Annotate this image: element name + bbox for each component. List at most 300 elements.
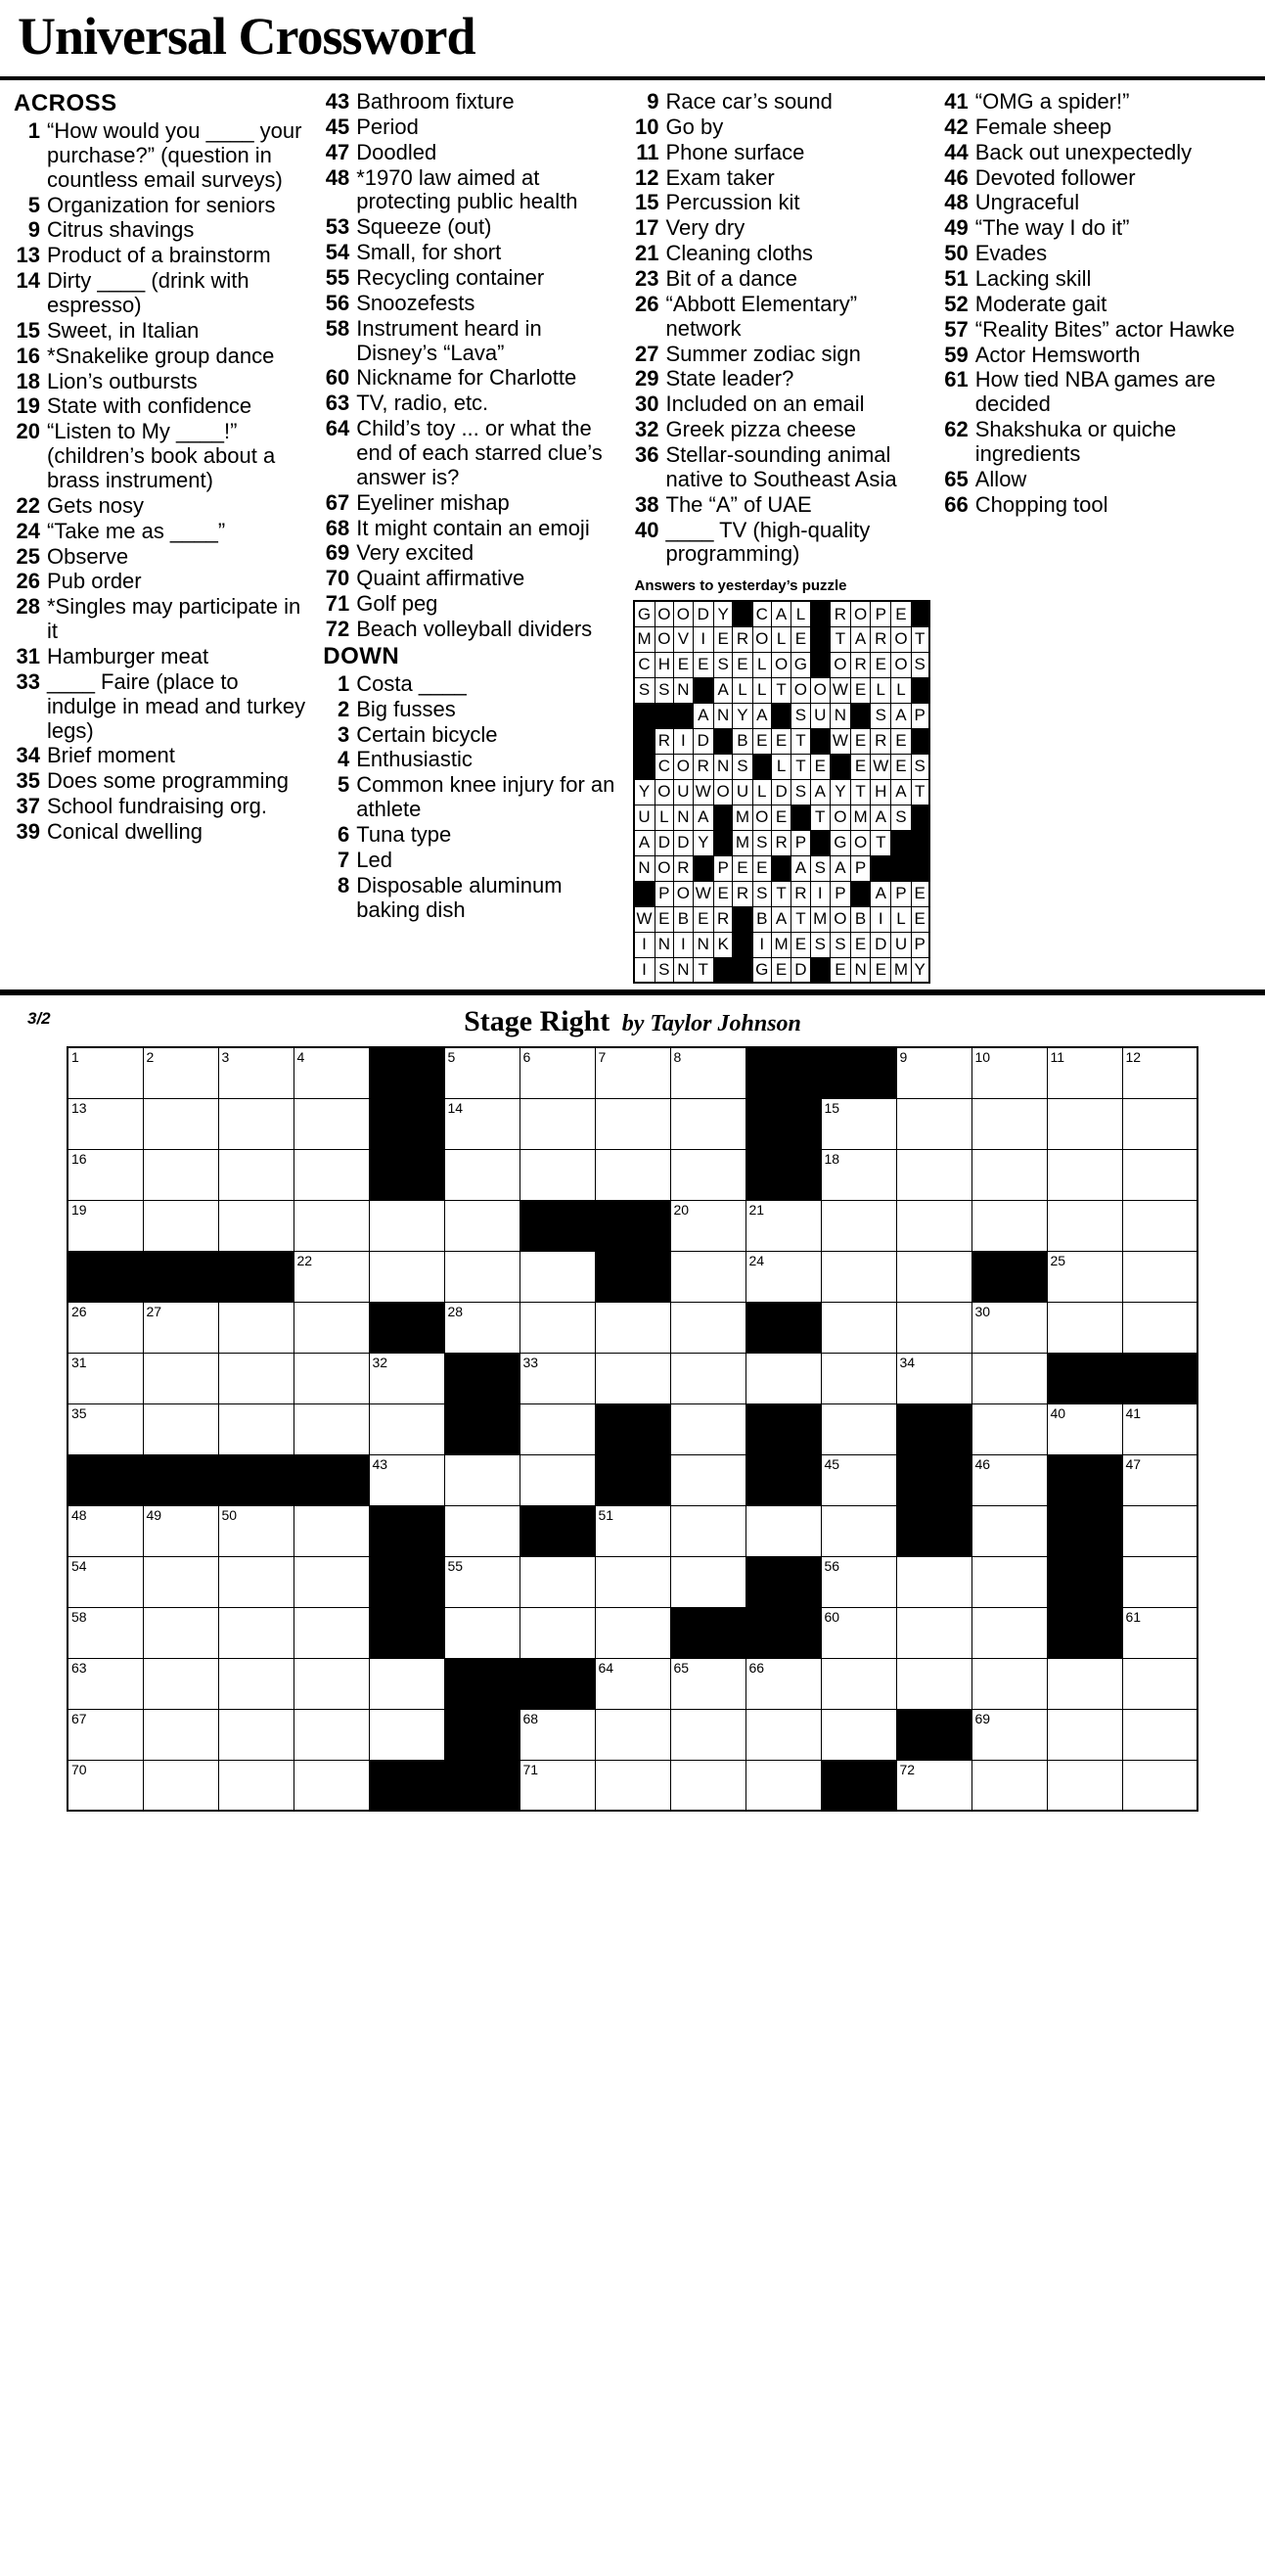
- puzzle2-grid-cell[interactable]: [896, 1251, 971, 1302]
- puzzle2-grid-cell[interactable]: [821, 1403, 896, 1454]
- across-clue: [323, 366, 620, 391]
- puzzle2-grid-cell[interactable]: [143, 1658, 218, 1709]
- puzzle2-grid-cell[interactable]: [294, 1353, 369, 1403]
- puzzle2-grid-row: [68, 1505, 1197, 1556]
- answers-grid-cell: P: [911, 932, 929, 957]
- puzzle2-grid-cell[interactable]: [1122, 1505, 1197, 1556]
- answers-grid-block: [911, 728, 929, 754]
- clue-text: Citrus shavings: [47, 217, 195, 243]
- puzzle2-grid-cell[interactable]: [971, 1353, 1047, 1403]
- across-clue: [323, 618, 620, 642]
- answers-grid-cell: S: [752, 881, 772, 906]
- puzzle2-grid-cell[interactable]: [143, 1709, 218, 1760]
- across-clue: [14, 670, 311, 744]
- answers-grid-cell: P: [851, 855, 871, 881]
- puzzle2-grid-cell[interactable]: 43: [369, 1454, 444, 1505]
- puzzle2-grid-cell[interactable]: [218, 1760, 294, 1811]
- answers-grid-block: [693, 855, 713, 881]
- clue-text: Common knee injury for an athlete: [356, 772, 615, 822]
- clue-number: 67: [325, 489, 350, 515]
- puzzle2-grid-cell[interactable]: [294, 1760, 369, 1811]
- puzzle2-grid-cell[interactable]: 8: [670, 1047, 745, 1098]
- puzzle2-grid-cell[interactable]: 11: [1047, 1047, 1122, 1098]
- across-clue: [323, 292, 620, 316]
- puzzle2-grid-cell[interactable]: 35: [68, 1403, 143, 1454]
- answers-grid-cell: O: [891, 652, 911, 677]
- puzzle2-grid-cell[interactable]: [444, 1200, 520, 1251]
- across-clue: [14, 345, 311, 369]
- puzzle2-grid-cell[interactable]: [971, 1200, 1047, 1251]
- puzzle2-grid-cell[interactable]: [1122, 1251, 1197, 1302]
- puzzle2-grid-cell[interactable]: 68: [520, 1709, 595, 1760]
- puzzle2-grid-cell[interactable]: [1122, 1098, 1197, 1149]
- answers-grid-cell: I: [674, 728, 694, 754]
- puzzle2-grid-cell[interactable]: 3: [218, 1047, 294, 1098]
- across-clue: [323, 491, 620, 516]
- clue-number: 61: [944, 367, 969, 392]
- puzzle2-grid-cell[interactable]: 19: [68, 1200, 143, 1251]
- down-clue: [942, 493, 1251, 518]
- across-clue: [323, 141, 620, 165]
- answers-grid-block: [810, 626, 830, 652]
- puzzle2-grid-block: [1047, 1556, 1122, 1607]
- puzzle2-grid-cell[interactable]: 5: [444, 1047, 520, 1098]
- clue-text: Female sheep: [974, 114, 1112, 139]
- puzzle2-grid-cell[interactable]: [218, 1098, 294, 1149]
- clue-number: 66: [944, 491, 969, 517]
- down-clue: [633, 216, 930, 241]
- puzzle2-grid-cell[interactable]: 63: [68, 1658, 143, 1709]
- answers-grid-cell: E: [772, 957, 791, 983]
- answers-grid-cell: A: [851, 626, 871, 652]
- answers-grid-cell: C: [655, 754, 674, 779]
- puzzle2-grid-cell[interactable]: 27: [143, 1302, 218, 1353]
- clue-number: 8: [338, 872, 350, 897]
- clue-number: 9: [647, 89, 659, 114]
- puzzle2-grid-cell[interactable]: 46: [971, 1454, 1047, 1505]
- answers-grid-cell: B: [851, 906, 871, 932]
- answers-grid-row: [634, 805, 929, 830]
- puzzle2-grid-cell[interactable]: [444, 1149, 520, 1200]
- puzzle2-grid-cell[interactable]: [595, 1302, 670, 1353]
- clue-column-2: [323, 90, 632, 984]
- puzzle2-grid-cell[interactable]: [294, 1709, 369, 1760]
- puzzle2-grid-cell[interactable]: 33: [520, 1353, 595, 1403]
- puzzle2-grid-cell[interactable]: [670, 1302, 745, 1353]
- puzzle2-grid-cell[interactable]: [520, 1403, 595, 1454]
- answers-grid-cell: I: [752, 932, 772, 957]
- clue-text: Very dry: [665, 215, 745, 241]
- puzzle2-grid-cell[interactable]: 56: [821, 1556, 896, 1607]
- puzzle2-grid-cell[interactable]: [218, 1658, 294, 1709]
- answers-grid-cell: A: [871, 881, 891, 906]
- across-clue: [323, 567, 620, 591]
- puzzle2-grid-cell[interactable]: [745, 1709, 821, 1760]
- puzzle2-grid-cell[interactable]: [896, 1556, 971, 1607]
- puzzle2-grid-cell[interactable]: [1122, 1658, 1197, 1709]
- puzzle2-grid-cell[interactable]: 14: [444, 1098, 520, 1149]
- puzzle2-grid-cell[interactable]: [218, 1353, 294, 1403]
- across-clue: [14, 269, 311, 318]
- down-clue: [633, 392, 930, 417]
- puzzle2-grid-cell[interactable]: [143, 1353, 218, 1403]
- clue-number: 5: [338, 772, 350, 798]
- clue-number: 54: [325, 240, 350, 265]
- puzzle2-grid-cell[interactable]: [520, 1098, 595, 1149]
- puzzle2-grid-cell[interactable]: [218, 1709, 294, 1760]
- puzzle2-grid-cell[interactable]: [294, 1403, 369, 1454]
- puzzle2-grid-cell[interactable]: 49: [143, 1505, 218, 1556]
- puzzle2-grid-cell[interactable]: [971, 1149, 1047, 1200]
- down-clue: [942, 318, 1251, 343]
- answers-grid-block: [674, 703, 694, 728]
- clue-text: Organization for seniors: [47, 192, 276, 217]
- answers-grid-cell: H: [871, 779, 891, 805]
- puzzle2-grid-cell[interactable]: 70: [68, 1760, 143, 1811]
- puzzle2-grid[interactable]: [67, 1046, 1198, 1812]
- puzzle2-grid-cell[interactable]: [670, 1454, 745, 1505]
- puzzle2-grid-cell[interactable]: [369, 1200, 444, 1251]
- puzzle2-grid-cell[interactable]: [294, 1607, 369, 1658]
- answers-grid-cell: S: [634, 677, 655, 703]
- answers-grid-row: [634, 626, 929, 652]
- puzzle2-grid-cell[interactable]: [1047, 1658, 1122, 1709]
- puzzle2-grid-cell[interactable]: [821, 1302, 896, 1353]
- puzzle2-grid-cell[interactable]: [294, 1505, 369, 1556]
- puzzle2-grid-cell[interactable]: [971, 1505, 1047, 1556]
- answers-grid-cell: T: [810, 805, 830, 830]
- puzzle2-grid-cell[interactable]: 31: [68, 1353, 143, 1403]
- puzzle2-grid-cell[interactable]: [670, 1149, 745, 1200]
- puzzle2-grid-cell[interactable]: [520, 1149, 595, 1200]
- answers-grid-cell: P: [830, 881, 850, 906]
- puzzle2-grid-cell[interactable]: [1122, 1760, 1197, 1811]
- puzzle2-grid-cell[interactable]: [971, 1658, 1047, 1709]
- puzzle2-grid-cell[interactable]: [971, 1403, 1047, 1454]
- puzzle2-grid-cell[interactable]: 54: [68, 1556, 143, 1607]
- puzzle2-grid-cell[interactable]: [971, 1760, 1047, 1811]
- puzzle2-grid-cell[interactable]: 47: [1122, 1454, 1197, 1505]
- puzzle2-grid-cell[interactable]: [1122, 1709, 1197, 1760]
- clue-number: 55: [325, 265, 350, 291]
- puzzle2-grid-cell[interactable]: [369, 1251, 444, 1302]
- puzzle2-grid-cell[interactable]: [444, 1454, 520, 1505]
- puzzle2-grid-cell[interactable]: [143, 1556, 218, 1607]
- puzzle2-grid-cell[interactable]: [670, 1353, 745, 1403]
- puzzle2-grid-cell[interactable]: 26: [68, 1302, 143, 1353]
- clue-number: 56: [325, 290, 350, 315]
- puzzle2-grid-cell[interactable]: 6: [520, 1047, 595, 1098]
- across-heading: ACROSS: [14, 90, 117, 116]
- puzzle2-grid-cell[interactable]: [444, 1607, 520, 1658]
- puzzle2-grid-cell[interactable]: [1047, 1302, 1122, 1353]
- puzzle2-grid-cell[interactable]: [670, 1251, 745, 1302]
- puzzle2-grid-cell[interactable]: [1047, 1200, 1122, 1251]
- puzzle2-grid-cell[interactable]: [1047, 1760, 1122, 1811]
- puzzle2-grid-cell[interactable]: [971, 1556, 1047, 1607]
- puzzle2-grid-cell[interactable]: 10: [971, 1047, 1047, 1098]
- answers-grid-cell: A: [713, 677, 733, 703]
- clue-text: Led: [356, 847, 392, 872]
- puzzle2-grid-cell[interactable]: 58: [68, 1607, 143, 1658]
- clue-number: 3: [338, 721, 350, 747]
- puzzle2-grid-cell[interactable]: [595, 1098, 670, 1149]
- clue-number: 46: [944, 164, 969, 190]
- puzzle2-grid-cell[interactable]: [369, 1709, 444, 1760]
- puzzle2-grid-cell[interactable]: 45: [821, 1454, 896, 1505]
- down-clue: [633, 519, 930, 568]
- puzzle2-grid-cell[interactable]: [143, 1200, 218, 1251]
- across-clue: [323, 317, 620, 366]
- answers-grid-block: [733, 601, 752, 626]
- puzzle2-grid-block: [143, 1251, 218, 1302]
- puzzle2-grid-cell[interactable]: 20: [670, 1200, 745, 1251]
- answers-grid-block: [911, 805, 929, 830]
- puzzle2-grid-cell[interactable]: 18: [821, 1149, 896, 1200]
- puzzle2-grid-cell[interactable]: [821, 1353, 896, 1403]
- puzzle2-grid-cell[interactable]: 41: [1122, 1403, 1197, 1454]
- down-clue: [633, 90, 930, 115]
- clue-number: 36: [635, 442, 659, 468]
- masthead: [0, 0, 1265, 80]
- puzzle2-grid-cell[interactable]: 66: [745, 1658, 821, 1709]
- puzzle2-grid-cell[interactable]: [218, 1200, 294, 1251]
- clue-text: “OMG a spider!”: [974, 89, 1130, 114]
- clue-text: Quaint affirmative: [356, 566, 525, 591]
- down-clue: [633, 267, 930, 292]
- answers-grid-cell: S: [911, 652, 929, 677]
- puzzle2-grid-cell[interactable]: [1122, 1302, 1197, 1353]
- clue-text: Child’s toy ... or what the end of each starred clue’s answer is?: [356, 416, 603, 489]
- puzzle2-grid-cell[interactable]: 30: [971, 1302, 1047, 1353]
- answers-grid-block: [713, 805, 733, 830]
- puzzle2-grid-cell[interactable]: [1047, 1149, 1122, 1200]
- puzzle2-grid-cell[interactable]: [143, 1403, 218, 1454]
- answers-grid-cell: O: [713, 779, 733, 805]
- puzzle2-grid-block: [745, 1149, 821, 1200]
- puzzle2-grid-cell[interactable]: [444, 1505, 520, 1556]
- clue-number: 37: [16, 794, 40, 819]
- puzzle2-grid-cell[interactable]: [1122, 1200, 1197, 1251]
- puzzle2-grid-row: [68, 1353, 1197, 1403]
- puzzle2-grid-cell[interactable]: [595, 1709, 670, 1760]
- puzzle2-grid-cell[interactable]: [218, 1302, 294, 1353]
- across-clue: [14, 570, 311, 594]
- puzzle2-grid-cell[interactable]: 71: [520, 1760, 595, 1811]
- puzzle2-grid-cell[interactable]: 21: [745, 1200, 821, 1251]
- answers-grid-block: [810, 830, 830, 855]
- puzzle2-grid-cell[interactable]: [369, 1403, 444, 1454]
- answers-grid-cell: W: [830, 728, 850, 754]
- puzzle2-grid-cell[interactable]: [896, 1098, 971, 1149]
- puzzle2-grid-cell[interactable]: [520, 1251, 595, 1302]
- puzzle2-grid-cell[interactable]: [218, 1556, 294, 1607]
- puzzle2-grid-cell[interactable]: [444, 1251, 520, 1302]
- answers-grid-cell: S: [733, 754, 752, 779]
- clue-number: 35: [16, 768, 40, 794]
- clue-text: How tied NBA games are decided: [974, 367, 1216, 417]
- clue-text: ____ TV (high-quality programming): [665, 517, 871, 567]
- puzzle2-grid-cell[interactable]: [896, 1149, 971, 1200]
- puzzle2-grid-cell[interactable]: [520, 1302, 595, 1353]
- puzzle2-grid-cell[interactable]: 48: [68, 1505, 143, 1556]
- puzzle2-grid-cell[interactable]: [670, 1403, 745, 1454]
- answers-grid-cell: R: [871, 728, 891, 754]
- puzzle2-title: Stage Right: [464, 1005, 610, 1038]
- puzzle2-grid-cell[interactable]: [143, 1760, 218, 1811]
- clue-text: State with confidence: [47, 393, 252, 419]
- answers-grid-cell: U: [891, 932, 911, 957]
- puzzle2-grid-cell[interactable]: [745, 1353, 821, 1403]
- puzzle2-grid-cell[interactable]: [143, 1607, 218, 1658]
- clue-text: It might contain an emoji: [356, 515, 590, 540]
- clue-number: 48: [944, 190, 969, 215]
- puzzle2-grid-cell[interactable]: [971, 1098, 1047, 1149]
- across-clue: [14, 769, 311, 794]
- down-clue: [942, 166, 1251, 191]
- puzzle2-grid-cell[interactable]: [670, 1505, 745, 1556]
- puzzle2-grid-cell[interactable]: 72: [896, 1760, 971, 1811]
- puzzle2-grid-row: [68, 1403, 1197, 1454]
- puzzle2-grid-cell[interactable]: [971, 1607, 1047, 1658]
- puzzle2-grid-cell[interactable]: [896, 1658, 971, 1709]
- puzzle2-grid-cell[interactable]: 9: [896, 1047, 971, 1098]
- puzzle2-grid-cell[interactable]: 4: [294, 1047, 369, 1098]
- clue-number: 59: [944, 342, 969, 367]
- puzzle2-grid-cell[interactable]: [520, 1556, 595, 1607]
- puzzle2-grid-cell[interactable]: [143, 1149, 218, 1200]
- answers-grid-cell: W: [830, 677, 850, 703]
- down-clue: [942, 368, 1251, 417]
- puzzle2-grid-cell[interactable]: [1047, 1098, 1122, 1149]
- clue-number: 30: [635, 391, 659, 417]
- puzzle2-grid-cell[interactable]: [1122, 1556, 1197, 1607]
- puzzle2-grid-cell[interactable]: [369, 1658, 444, 1709]
- clue-number: 48: [325, 164, 350, 190]
- answers-grid-cell: E: [693, 652, 713, 677]
- clue-number: 12: [635, 164, 659, 190]
- puzzle2-grid-cell[interactable]: 55: [444, 1556, 520, 1607]
- answers-grid-cell: N: [674, 805, 694, 830]
- puzzle2-grid-cell[interactable]: [745, 1505, 821, 1556]
- puzzle2-grid-cell[interactable]: 25: [1047, 1251, 1122, 1302]
- puzzle2-grid-cell[interactable]: 67: [68, 1709, 143, 1760]
- puzzle2-grid-row: [68, 1098, 1197, 1149]
- puzzle2-grid-cell[interactable]: 12: [1122, 1047, 1197, 1098]
- clue-text: Lacking skill: [974, 266, 1092, 292]
- puzzle2-grid-cell[interactable]: 51: [595, 1505, 670, 1556]
- puzzle2-grid-cell[interactable]: [520, 1607, 595, 1658]
- puzzle2-grid-cell[interactable]: [821, 1658, 896, 1709]
- clue-text: Dirty ____ (drink with espresso): [47, 268, 249, 318]
- puzzle2-grid-cell[interactable]: 69: [971, 1709, 1047, 1760]
- puzzle2-grid-cell[interactable]: [218, 1403, 294, 1454]
- puzzle2-grid-cell[interactable]: 7: [595, 1047, 670, 1098]
- clue-text: Very excited: [356, 540, 474, 566]
- puzzle2-grid-cell[interactable]: [294, 1098, 369, 1149]
- answers-grid-cell: T: [791, 906, 811, 932]
- answers-grid-block: [911, 830, 929, 855]
- clue-text: Nickname for Charlotte: [356, 365, 577, 391]
- clue-text: Tuna type: [356, 822, 452, 848]
- puzzle2-grid-cell[interactable]: 1: [68, 1047, 143, 1098]
- puzzle2-grid-cell[interactable]: [218, 1607, 294, 1658]
- puzzle2-grid-cell[interactable]: [670, 1760, 745, 1811]
- puzzle2-grid-cell[interactable]: [595, 1607, 670, 1658]
- clue-text: *Singles may participate in it: [47, 594, 301, 644]
- answers-grid-cell: R: [674, 855, 694, 881]
- puzzle2-grid-cell[interactable]: [294, 1658, 369, 1709]
- puzzle2-grid-cell[interactable]: 60: [821, 1607, 896, 1658]
- puzzle2-grid-cell[interactable]: 65: [670, 1658, 745, 1709]
- puzzle2-grid-cell[interactable]: 22: [294, 1251, 369, 1302]
- answers-grid-cell: O: [891, 626, 911, 652]
- puzzle2-grid-cell[interactable]: [595, 1760, 670, 1811]
- puzzle2-grid-cell[interactable]: [595, 1149, 670, 1200]
- puzzle2-grid-cell[interactable]: 61: [1122, 1607, 1197, 1658]
- puzzle2-grid-cell[interactable]: 15: [821, 1098, 896, 1149]
- puzzle2-grid-cell[interactable]: [294, 1149, 369, 1200]
- puzzle2-grid-cell[interactable]: [218, 1149, 294, 1200]
- puzzle2-grid-cell[interactable]: 24: [745, 1251, 821, 1302]
- puzzle2-grid-cell[interactable]: [821, 1200, 896, 1251]
- answers-grid-cell: A: [693, 805, 713, 830]
- puzzle2-grid-cell[interactable]: [294, 1556, 369, 1607]
- puzzle2-grid-cell[interactable]: [896, 1302, 971, 1353]
- puzzle2-grid-cell[interactable]: [294, 1302, 369, 1353]
- puzzle2-grid-cell[interactable]: [595, 1556, 670, 1607]
- puzzle2-grid-cell[interactable]: [670, 1556, 745, 1607]
- puzzle2-grid-cell[interactable]: [294, 1200, 369, 1251]
- puzzle2-grid-cell[interactable]: 13: [68, 1098, 143, 1149]
- clue-number: 57: [944, 316, 969, 342]
- answers-grid-cell: E: [871, 652, 891, 677]
- answers-grid-cell: O: [752, 805, 772, 830]
- puzzle2-grid-cell[interactable]: 64: [595, 1658, 670, 1709]
- puzzle2-grid-cell[interactable]: [745, 1760, 821, 1811]
- puzzle2-grid-cell[interactable]: [670, 1098, 745, 1149]
- puzzle2-grid-block: [821, 1760, 896, 1811]
- puzzle2-grid-cell[interactable]: [1122, 1149, 1197, 1200]
- across-clue: [14, 218, 311, 243]
- down-clue: [633, 141, 930, 165]
- puzzle2-grid-cell[interactable]: [520, 1454, 595, 1505]
- puzzle2-grid-cell[interactable]: 28: [444, 1302, 520, 1353]
- puzzle2-grid-cell[interactable]: [1047, 1709, 1122, 1760]
- puzzle2-grid-cell[interactable]: 32: [369, 1353, 444, 1403]
- puzzle2-grid-cell[interactable]: 40: [1047, 1403, 1122, 1454]
- answers-grid-block: [634, 728, 655, 754]
- puzzle2-grid-cell[interactable]: 34: [896, 1353, 971, 1403]
- answers-grid-cell: T: [772, 677, 791, 703]
- clue-text: Ungraceful: [974, 190, 1080, 215]
- answers-grid-cell: O: [772, 652, 791, 677]
- puzzle2-grid-cell[interactable]: [821, 1505, 896, 1556]
- puzzle2-grid-cell[interactable]: [896, 1607, 971, 1658]
- puzzle2-grid-cell[interactable]: 16: [68, 1149, 143, 1200]
- puzzle2-grid-cell[interactable]: 50: [218, 1505, 294, 1556]
- clue-number: 40: [635, 517, 659, 542]
- puzzle2-grid-cell[interactable]: [821, 1709, 896, 1760]
- across-clue: [14, 795, 311, 819]
- puzzle2-grid-cell[interactable]: [143, 1098, 218, 1149]
- puzzle2-grid-block: [595, 1454, 670, 1505]
- puzzle2-grid-cell[interactable]: [595, 1353, 670, 1403]
- puzzle2-grid-cell[interactable]: [821, 1251, 896, 1302]
- puzzle2-grid-cell[interactable]: [896, 1200, 971, 1251]
- puzzle2-grid-cell[interactable]: [670, 1709, 745, 1760]
- puzzle2-grid-cell[interactable]: 2: [143, 1047, 218, 1098]
